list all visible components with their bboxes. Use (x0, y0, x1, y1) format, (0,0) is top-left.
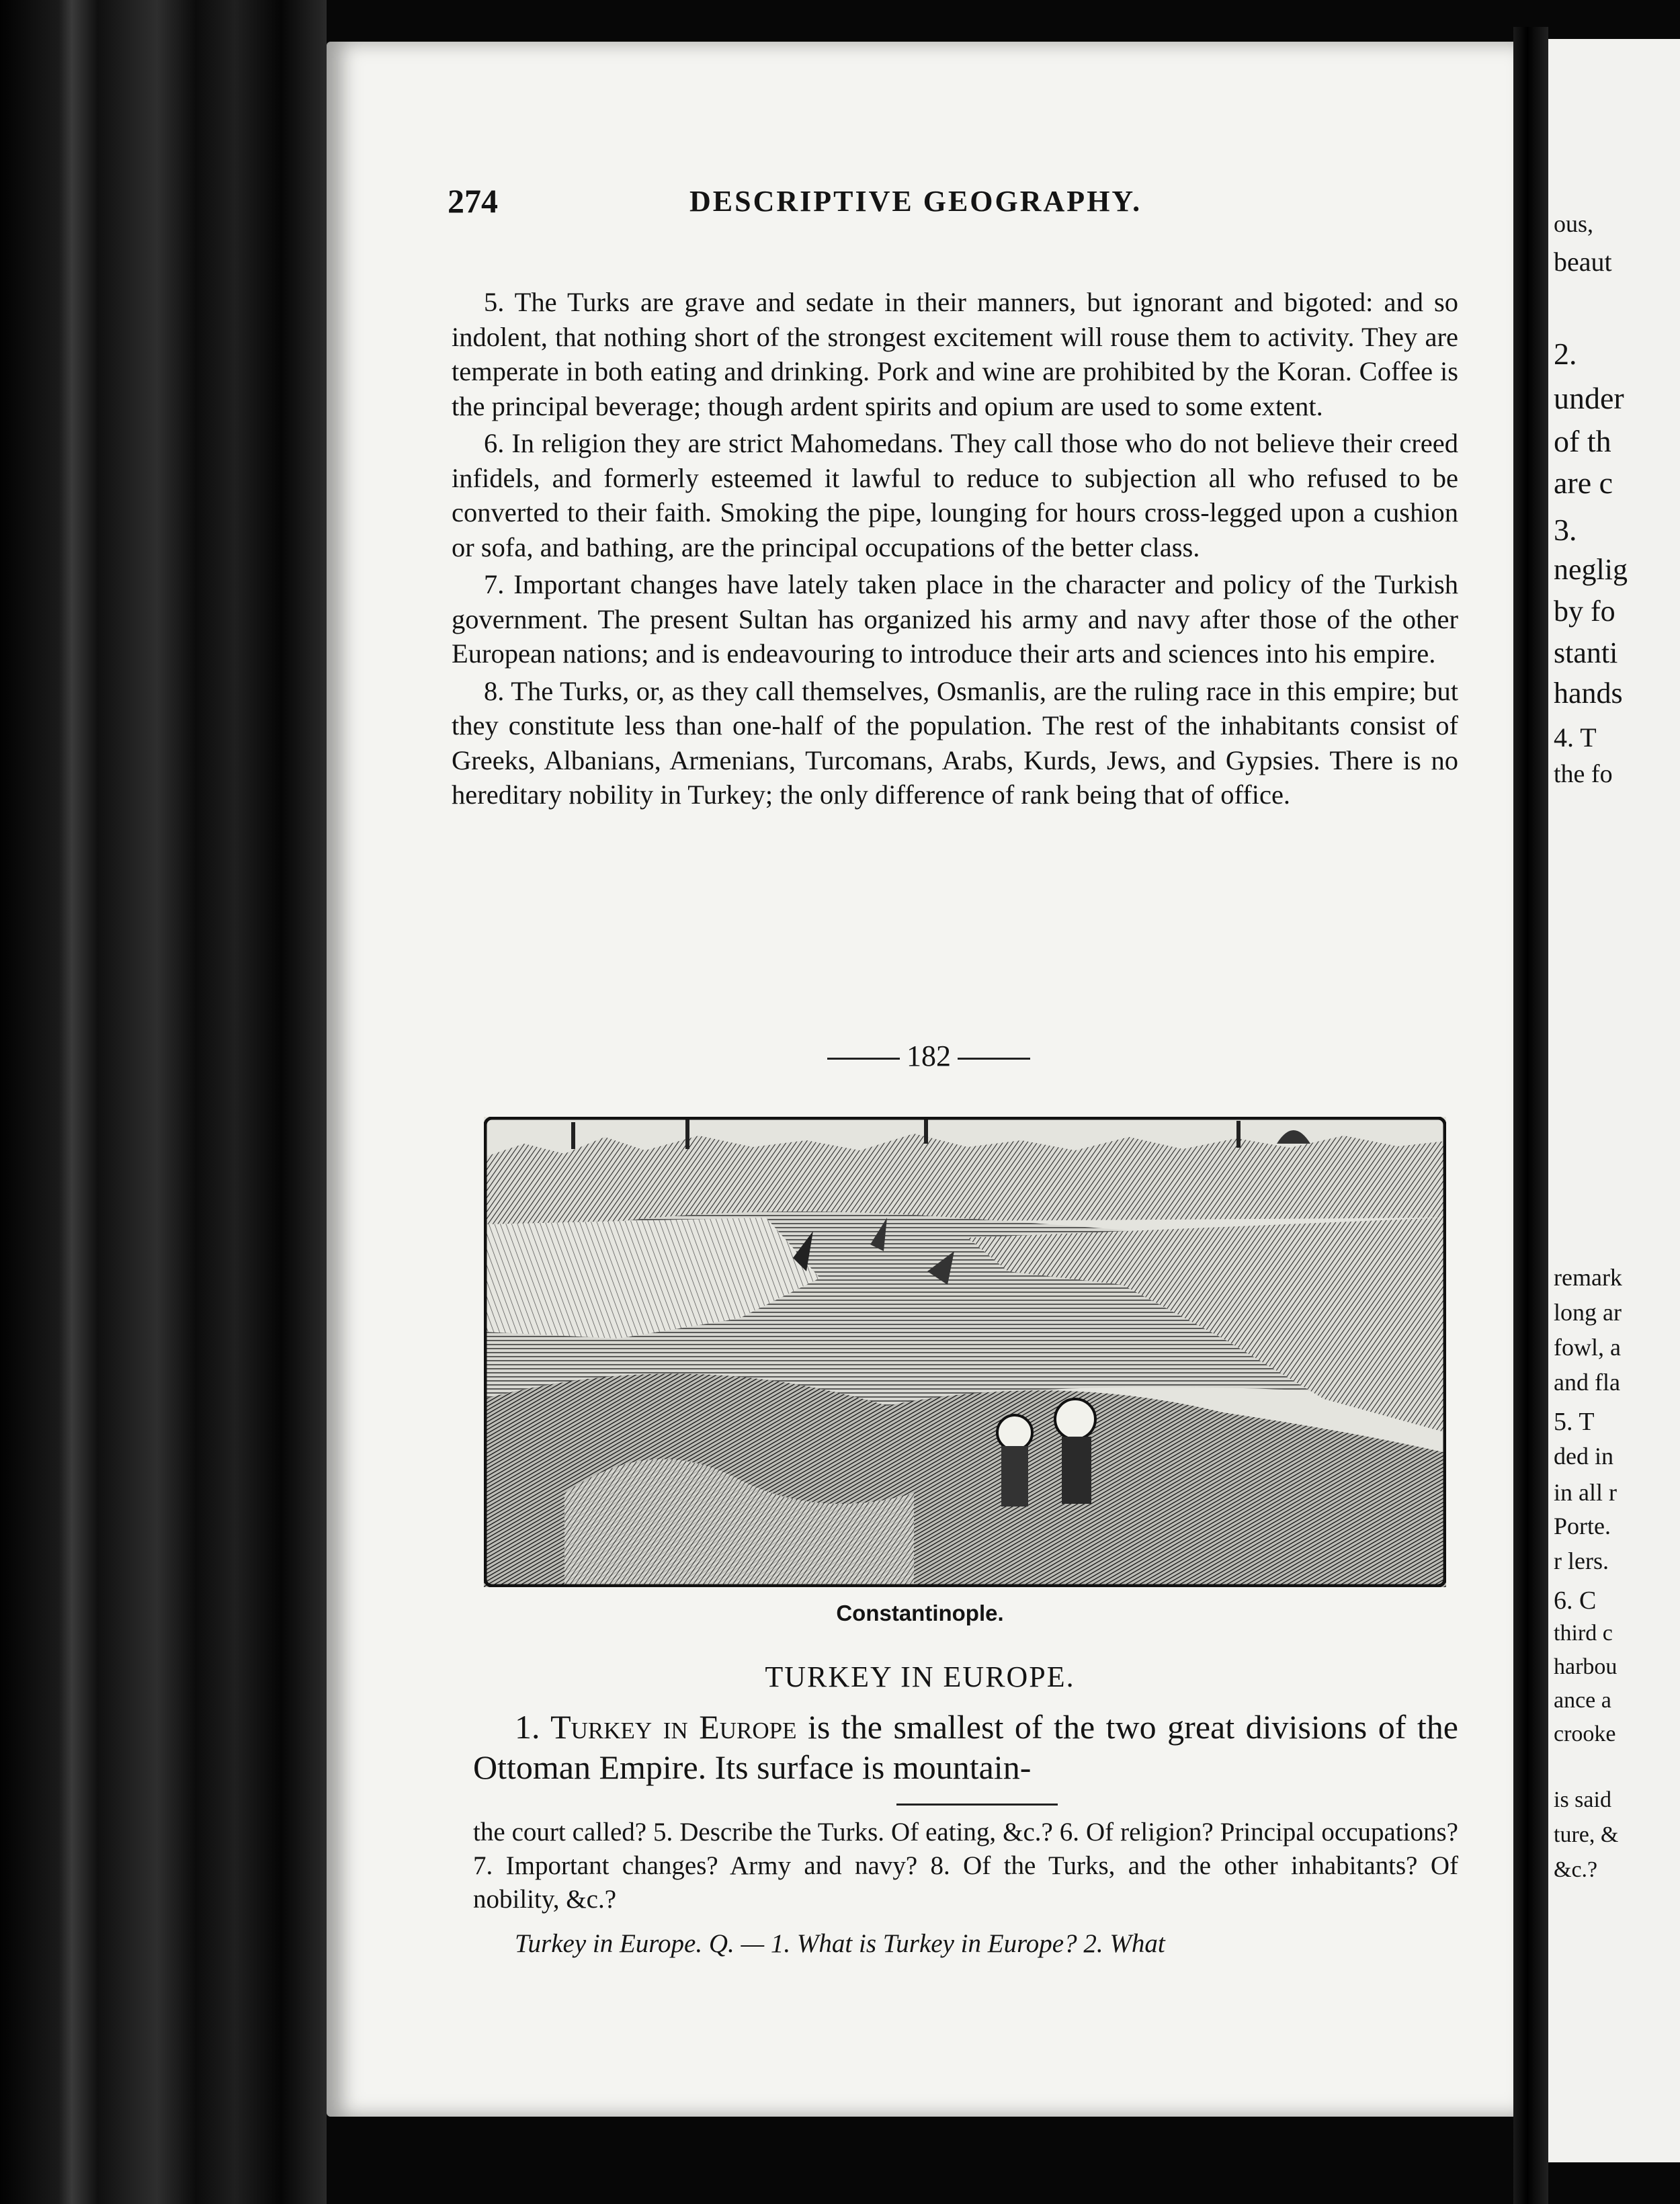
right-page-fragment: third c (1554, 1621, 1613, 1646)
section-lead: 1. Turkey in Europe (515, 1708, 797, 1746)
right-page-fragment: stanti (1554, 636, 1618, 669)
right-page-fragment: neglig (1554, 553, 1628, 586)
right-page-fragment: 2. (1554, 337, 1577, 371)
right-page-fragment: ture, & (1554, 1822, 1619, 1847)
right-page-fragment: crooke (1554, 1722, 1616, 1746)
right-page-fragment: long ar (1554, 1299, 1622, 1326)
questions-line-2: Turkey in Europe. Q. — 1. What is Turkey in Europe? 2. What (515, 1929, 1165, 1958)
book-spine (1513, 27, 1548, 2204)
paragraph-8: 8. The Turks, or, as they call themselves, Osmanlis, are the ruling race in this empire; but they constitute less than one-half of the population. The rest of the inhabitants consist of Greeks, Albanians, Armenians, Turcomans, Arabs, Kurds, Jews, and Gypsies. There is no hereditary nobility in Turkey; the only difference of rank being that of office. (452, 675, 1458, 810)
right-page-fragment: 4. T (1554, 722, 1597, 753)
body-text (452, 285, 1458, 815)
right-page-fragment: Porte. (1554, 1513, 1611, 1539)
figure-caption: Constantinople. (836, 1601, 1004, 1625)
right-page-fragment: 5. T (1554, 1408, 1595, 1436)
right-page-fragment: the fo (1554, 760, 1613, 788)
section-title: TURKEY IN EUROPE. (765, 1660, 1075, 1693)
right-page-fragment: ous, (1554, 210, 1594, 237)
figure-number-text: 182 (907, 1040, 951, 1072)
right-page-fragment: ded in (1554, 1443, 1613, 1470)
book-gutter (0, 0, 327, 2204)
figure-rule-left (827, 1058, 900, 1060)
right-page-text (1548, 39, 1680, 2162)
review-questions (473, 1816, 1458, 1916)
section-paragraph-rest: is the smallest of the two great divisions of the Ottoman Empire. Its surface is mountain- (473, 1708, 1458, 1786)
right-page-fragment: of th (1554, 424, 1611, 458)
page-number: 274 (448, 182, 498, 220)
paragraph-6: 6. In religion they are strict Mahomedans. They call those who do not believe their creed infidels, and formerly esteemed it lawful to reduce to subjection all who refused to be converted to their faith. Smoking the pipe, lounging for hours cross-legged upon a cushion or sofa, and bathing, are the principal occupations of the better class. (452, 428, 1458, 562)
left-page (327, 42, 1513, 2117)
right-page-fragment: hands (1554, 677, 1623, 710)
right-page-fragment: are c (1554, 466, 1613, 500)
right-page-fragment: 6. C (1554, 1586, 1597, 1615)
questions-line-1: the court called? 5. Describe the Turks. Of eating, &c.? 6. Of religion? Principal occupations? 7. Important changes? Army and navy? 8. Of the Turks, and the other inhabitants? Of nobility, &c.? (473, 1818, 1458, 1914)
figure-number (821, 1039, 1037, 1073)
right-page-fragment: &c.? (1554, 1857, 1598, 1882)
section-paragraph-1 (473, 1707, 1458, 1787)
right-page-fragment: and fla (1554, 1369, 1620, 1396)
page-header-title: DESCRIPTIVE GEOGRAPHY. (689, 185, 1142, 218)
right-page-fragment: harbou (1554, 1654, 1618, 1679)
paragraph-5: 5. The Turks are grave and sedate in their manners, but ignorant and bigoted: and so indolent, that nothing short of the strongest excitement will rouse them to activity. They are temperate in both eating and drinking. Pork and wine are prohibited by the Koran. Coffee is the principal beverage; though ardent spirits and opium are used to some extent. (452, 287, 1458, 421)
section-divider (896, 1804, 1058, 1806)
right-page-fragment: by fo (1554, 595, 1615, 628)
engraving-illustration (484, 1117, 1446, 1587)
right-page-fragment: r lers. (1554, 1548, 1609, 1574)
right-page-fragment: remark (1554, 1264, 1622, 1291)
right-page-fragment: under (1554, 381, 1624, 415)
paragraph-7: 7. Important changes have lately taken place in the character and policy of the Turkish government. The present Sultan has organized his army and navy after those of the other European nations; and is endeavouring to introduce their arts and sciences into his empire. (452, 569, 1458, 669)
right-page-fragment: in all r (1554, 1479, 1617, 1506)
running-head (448, 181, 1496, 222)
constantinople-engraving (484, 1117, 1446, 1587)
right-page-fragment: beaut (1554, 247, 1612, 277)
right-page-fragment: fowl, a (1554, 1334, 1621, 1361)
right-page-fragment: 3. (1554, 513, 1577, 547)
right-page-fragment: is said (1554, 1787, 1611, 1812)
right-page-fragment: ance a (1554, 1688, 1611, 1713)
section-text (473, 1707, 1458, 1787)
figure-rule-right (958, 1058, 1030, 1060)
right-page-edge (1548, 39, 1680, 2162)
